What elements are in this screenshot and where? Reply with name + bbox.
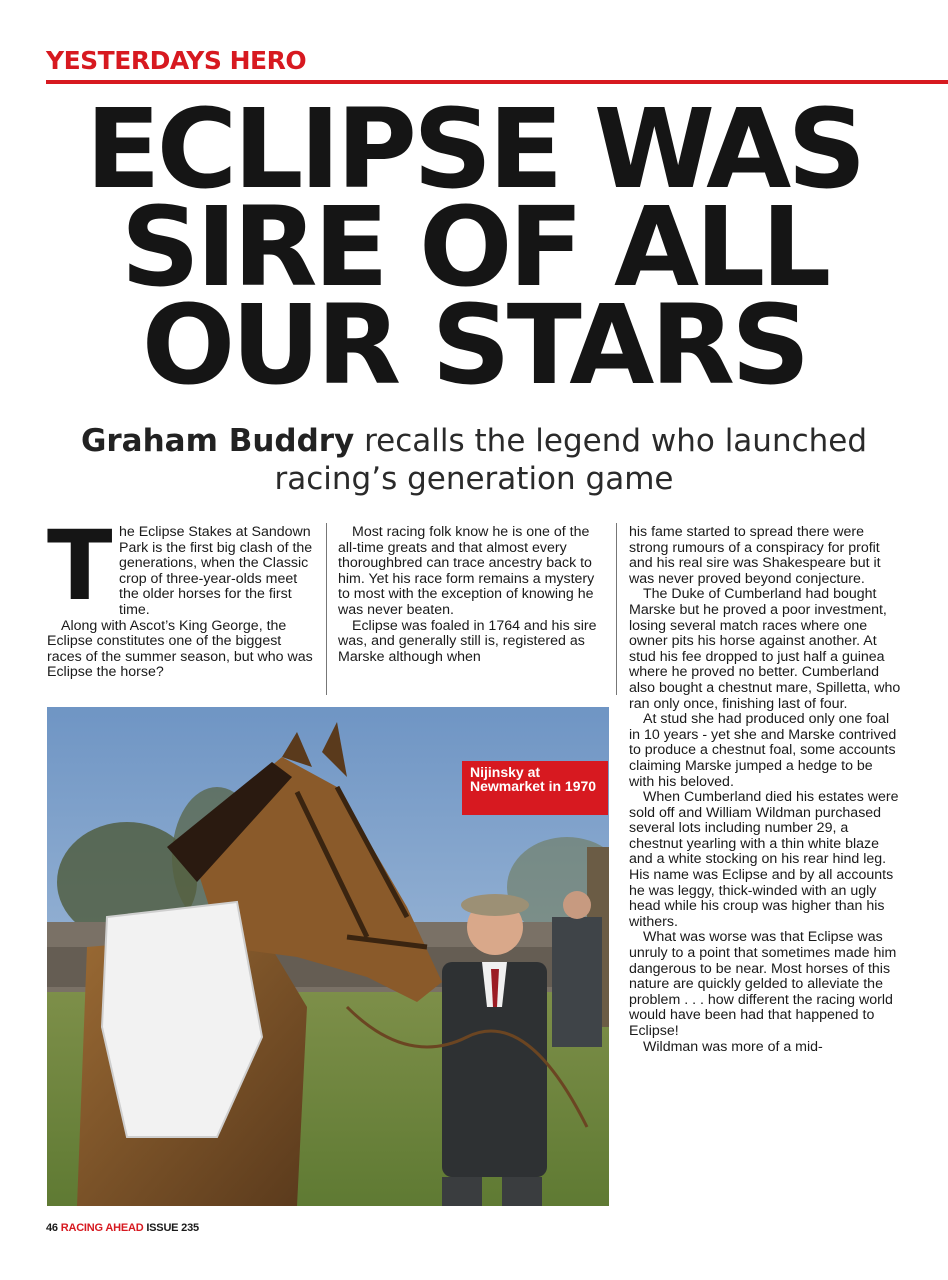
- paragraph: The Duke of Cumberland had bought Marske but he proved a poor investment, losing several match races where one owner pits his horse against another. At stud his fee dropped to just half a guinea where he proved no better. Cumberland also bought a chestnut mare, Spilletta, who ran only once, finishing last of four.: [629, 586, 901, 712]
- article-column-1: [47, 510, 315, 681]
- page-number: 46: [46, 1222, 58, 1234]
- issue-number: ISSUE 235: [146, 1222, 199, 1234]
- headline-line-2: SIRE OF ALL: [120, 183, 828, 311]
- paragraph: At stud she had produced only one foal in 10 years - yet she and Marske contrived to produce a chestnut foal, some accounts claiming Marske jumped a hedge to be with his beloved.: [629, 711, 897, 790]
- headline-line-1: ECLIPSE WAS: [85, 85, 863, 213]
- headline-line-3: OUR STARS: [141, 281, 807, 409]
- paragraph: What was worse was that Eclipse was unruly to a point that sometimes made him dangerous to be near. Most horses of this nature are quickly gelded to alleviate the problem . . . how different the racing world would have been had that happened to Eclipse!: [629, 929, 897, 1039]
- article-column-3: [629, 525, 901, 1055]
- article-column-2: [338, 525, 604, 665]
- headline: [0, 85, 948, 409]
- paragraph-text: he Eclipse Stakes at Sandown Park is the first big clash of the generations, when the Classic crop of three-year-olds meet the older horses for the first time.: [119, 524, 313, 618]
- byline-text: recalls the legend who launched racing’s generation game: [274, 423, 868, 497]
- paragraph: Most racing folk know he is one of the all-time greats and that almost every thoroughbred can trace ancestry back to him. Yet his race form remains a mystery to most with the exception of knowing he was never beaten.: [338, 524, 595, 618]
- column-rule: [326, 523, 327, 695]
- byline-author: Graham Buddry: [80, 423, 355, 459]
- paragraph: [47, 510, 315, 622]
- drop-cap: T: [47, 510, 113, 622]
- section-rule: [46, 80, 948, 84]
- standfirst: [60, 422, 888, 498]
- magazine-name: RACING AHEAD: [60, 1222, 144, 1234]
- paragraph: Eclipse was foaled in 1764 and his sire was, and generally still is, registered as Marske although when: [338, 617, 597, 665]
- photo-caption: Nijinsky at Newmarket in 1970: [462, 761, 608, 815]
- paragraph: his fame started to spread there were strong rumours of a conspiracy for profit and his real sire was Shakespeare but it was never proved beyond conjecture.: [629, 524, 881, 587]
- paragraph: Wildman was more of a mid-: [643, 1038, 823, 1055]
- paragraph: Along with Ascot’s King George, the Eclipse constitutes one of the biggest races of the summer season, but who was Eclipse the horse?: [47, 617, 313, 681]
- section-label: YESTERDAYS HERO: [46, 46, 307, 75]
- column-rule: [616, 523, 617, 695]
- page-footer: [46, 1222, 199, 1234]
- paragraph: When Cumberland died his estates were sold off and William Wildman purchased several lots including number 29, a chestnut yearling with a thin white blaze and a white stocking on his rear hind leg. His name was Eclipse and by all accounts he was leggy, thick-winded with an ugly head while his croup was higher than his withers.: [629, 789, 899, 930]
